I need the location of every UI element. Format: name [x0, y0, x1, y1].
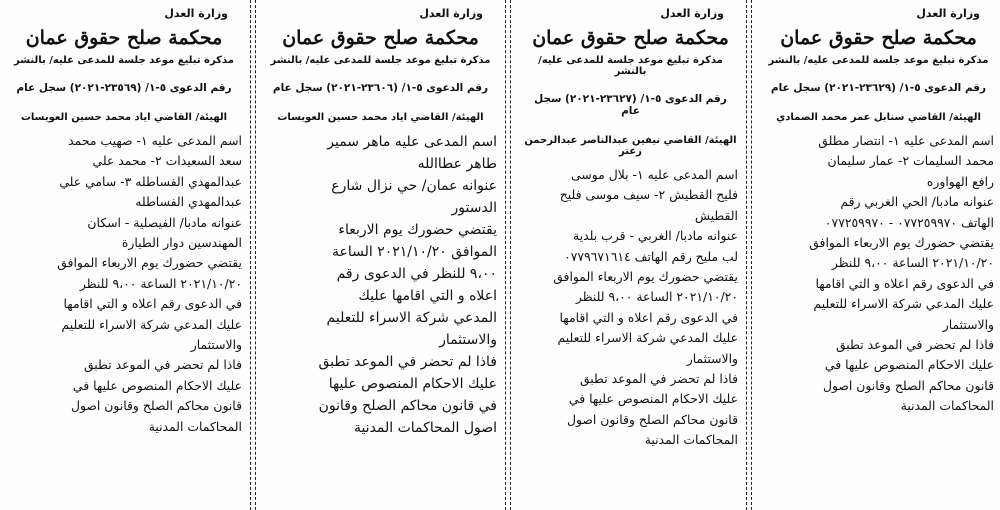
body-line: فاذا لم تحضر في الموعد تطبق — [83, 357, 242, 373]
body-line: فاذا لم تحضر في الموعد تطبق — [835, 337, 994, 353]
body-line: ٩،٠٠ للنظر في الدعوى رقم — [336, 266, 497, 282]
body-line: قانون محاكم الصلح وقانون اصول — [70, 398, 242, 414]
column-divider — [505, 0, 511, 510]
judge-panel: الهيئة/ القاضي اياد محمد حسين العويسات — [277, 112, 484, 123]
column-divider — [250, 0, 256, 510]
case-number: رقم الدعوى ٥-١/ (٢٣٦٢٧-٢٠٢١) سجل عام — [534, 93, 727, 117]
body-line: والاستثمار — [439, 332, 497, 348]
body-line: المحاكمات المدنية — [148, 418, 242, 434]
ministry-label: وزارة العدل — [660, 7, 724, 20]
body-line: فاذا لم تحضر في الموعد تطبق — [318, 354, 497, 370]
judge-panel: الهيئة/ القاضي نيفين عبدالناصر عبدالرحمن زعتر — [524, 135, 737, 157]
body-line: قانون محاكم الصلح وقانون اصول — [566, 411, 738, 427]
body-line: المدعي شركة الاسراء للتعليم — [326, 310, 497, 326]
body-line: عليك الاحكام المنصوص عليها في — [568, 391, 738, 407]
body-line: المهندسين دوار الطيارة — [121, 235, 242, 251]
body-line: اسم المدعى عليه ١- صهيب محمد — [68, 133, 242, 148]
notice-subtitle: مذكرة تبليغ موعد جلسة للمدعى عليه/ بالنشر — [14, 55, 234, 66]
court-notice-1 — [757, 0, 1000, 510]
ministry-label: وزارة العدل — [164, 7, 228, 20]
body-line: عنوانه مادبا/ الحي الغربي رقم — [840, 194, 994, 210]
body-line: لب مليح رقم الهاتف ٠٧٧٩٦٧١٦١٤ — [564, 248, 738, 264]
body-line: يقتضي حضورك يوم الاربعاء الموافق — [809, 235, 994, 251]
body-line: يقتضي حضورك يوم الاربعاء — [338, 222, 497, 238]
court-title: محكمة صلح حقوق عمان — [780, 27, 977, 49]
body-line: عليك المدعي شركة الاسراء للتعليم — [61, 316, 242, 332]
body-line: محمد السليمات ٢- عمار سليمان — [827, 153, 994, 169]
body-line: المحاكمات المدنية — [644, 432, 738, 448]
notice-body — [523, 165, 738, 451]
case-number: رقم الدعوى ٥-١/ (٢٣٥٦٩-٢٠٢١) سجل عام — [16, 82, 232, 94]
body-line: اسم المدعى عليه ماهر سمير — [327, 134, 497, 150]
case-number: رقم الدعوى ٥-١/ (٢٣٦٠٦-٢٠٢١) سجل عام — [272, 82, 489, 94]
notice-subtitle: مذكرة تبليغ موعد جلسة للمدعى عليه/ بالنشر — [768, 55, 989, 66]
body-line: فاذا لم تحضر في الموعد تطبق — [579, 371, 738, 387]
body-line: عبدالمهدي الفساطله — [135, 194, 242, 210]
court-title: محكمة صلح حقوق عمان — [25, 27, 223, 49]
body-line: في الدعوى رقم اعلاه و التي اقامها — [63, 296, 242, 312]
body-line: طاهر عطاالله — [417, 156, 497, 172]
notice-subtitle: مذكرة تبليغ موعد جلسة للمدعى عليه/ بالنشر — [270, 55, 491, 66]
notice-body — [763, 131, 994, 417]
body-line: اصول المحاكمات المدنية — [353, 420, 497, 436]
body-line: ٢٠٢١/١٠/٢٠ الساعة ٩،٠٠ للنظر — [575, 289, 738, 305]
body-line: يقتضي حضورك يوم الاربعاء الموافق — [553, 269, 738, 285]
body-line: عنوانه عمان/ حي نزال شارع — [331, 178, 497, 194]
body-line: المحاكمات المدنية — [900, 398, 994, 414]
body-line: سعد السعيدات ٢- محمد علي — [92, 153, 242, 169]
court-notice-2 — [517, 0, 744, 510]
body-line: القطيش — [694, 207, 738, 223]
body-line: الموافق ٢٠٢١/١٠/٢٠ الساعة — [331, 244, 497, 260]
notice-body — [6, 131, 242, 437]
body-line: في قانون محاكم الصلح وقانون — [318, 398, 497, 414]
court-notice-3 — [258, 0, 503, 510]
body-line: رافع الهواوره — [926, 173, 994, 189]
body-line: عليك المدعي شركة الاسراء للتعليم — [813, 296, 994, 312]
judge-panel: الهيئة/ القاضي سنابل عمر محمد الصمادي — [776, 112, 981, 123]
body-line: ٢٠٢١/١٠/٢٠ الساعة ٩،٠٠ للنظر — [79, 275, 242, 291]
body-line: اعلاه و التي اقامها عليك — [358, 288, 497, 304]
ministry-label: وزارة العدل — [419, 7, 483, 20]
judge-panel: الهيئة/ القاضي اياد محمد حسين العويسات — [20, 112, 228, 123]
body-line: ٢٠٢١/١٠/٢٠ الساعة ٩،٠٠ للنظر — [831, 255, 994, 271]
body-line: في الدعوى رقم اعلاه و التي اقامها — [815, 275, 994, 291]
body-line: عليك المدعي شركة الاسراء للتعليم — [557, 330, 738, 346]
body-line: والاستثمار — [686, 350, 738, 366]
body-line: اسم المدعى عليه ١- بلال موسى — [571, 167, 738, 182]
court-title: محكمة صلح حقوق عمان — [532, 27, 729, 49]
body-line: الدستور — [451, 200, 497, 216]
body-line: قانون محاكم الصلح وقانون اصول — [822, 377, 994, 393]
body-line: في الدعوى رقم اعلاه و التي اقامها — [559, 309, 738, 325]
body-line: عليك الاحكام المنصوص عليها — [328, 376, 497, 392]
body-line: يقتضي حضورك يوم الاربعاء الموافق — [57, 255, 242, 271]
body-line: الهاتف ٠٧٧٢٥٩٩٧٠ - ٠٧٧٢٥٩٩٧٠ — [824, 214, 994, 230]
body-line: عبدالمهدي الفساطله ٣- سامي علي — [59, 173, 242, 189]
notice-body — [264, 131, 497, 439]
court-notice-4 — [0, 0, 248, 510]
body-line: عليك الاحكام المنصوص عليها في — [824, 357, 994, 373]
notice-subtitle: مذكرة تبليغ موعد جلسة للمدعى عليه/ بالنشر — [538, 55, 723, 77]
column-divider — [746, 0, 752, 510]
court-title: محكمة صلح حقوق عمان — [282, 27, 479, 49]
body-line: والاستثمار — [942, 316, 994, 332]
body-line: اسم المدعى عليه ١- انتصار مطلق — [818, 133, 994, 148]
body-line: والاستثمار — [190, 337, 242, 353]
body-line: عليك الاحكام المنصوص عليها في — [72, 377, 242, 393]
case-number: رقم الدعوى ٥-١/ (٢٣٦٢٩-٢٠٢١) سجل عام — [770, 82, 987, 94]
body-line: عنوانه مادبا/ الفيصلية - اسكان — [87, 214, 242, 230]
body-line: عنوانه مادبا/ الغربي - قرب بلدية — [573, 228, 738, 244]
ministry-label: وزارة العدل — [916, 7, 980, 20]
body-line: فليح القطيش ٢- سيف موسى فليح — [559, 187, 738, 203]
